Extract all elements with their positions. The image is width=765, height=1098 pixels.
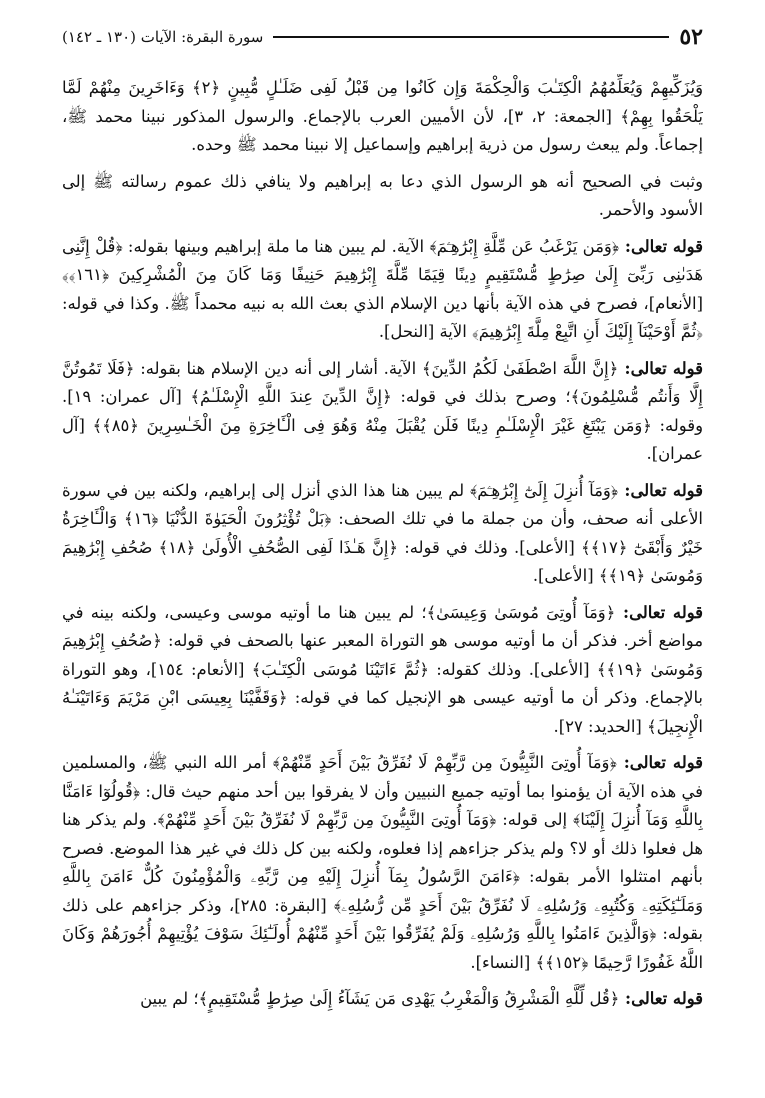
page-body [62, 74, 703, 1084]
paragraph [62, 233, 703, 347]
page-header [62, 22, 703, 52]
paragraph-text: ﴿قُل لِّلَّهِ الْمَشْرِقُ وَالْمَغْرِبُ يَهْدِى مَن يَشَآءُ إِلَىٰ صِرَٰطٍ مُّسْتَقِيمٍ﴾؛ لم يبين [140, 989, 620, 1008]
paragraph-lead: قوله تعالى: [618, 358, 703, 378]
paragraph-lead: قوله تعالى: [615, 602, 703, 622]
paragraph [62, 168, 703, 225]
paragraph-text: ﴿وَمَن يَرْغَبُ عَن مِّلَّةِ إِبْرَٰهِـۧمَ﴾ الآية. لم يبين هنا ما ملة إبراهيم وبينها بقوله: ﴿قُلْ إِنَّنِى هَدَىٰنِى رَبِّىٓ إِلَىٰ صِرَٰطٍ مُّسْتَقِيمٍ دِينًا قِيَمًا مِّلَّةَ إِبْرَٰهِيمَ حَنِيفًا وَمَا كَانَ مِنَ الْمُشْرِكِينَ ﴿١٦١﴾﴾ [الأنعام]، فصرح في هذه الآية بأنها دين الإسلام الذي بعث الله به نبيه محمداً ﷺ. وكذا في قوله: ﴿ثُمَّ أَوْحَيْنَآ إِلَيْكَ أَنِ اتَّبِعْ مِلَّةَ إِبْرَٰهِيمَ﴾ الآية [النحل]. [62, 236, 703, 341]
paragraph-text: ﴿وَمَآ أُوتِىَ مُوسَىٰ وَعِيسَىٰ﴾؛ لم يبين هنا ما أوتيه موسى وعيسى، ولكنه بينه في مواضع أخر. فذكر أن ما أوتيه موسى هو التوراة المعبر عنها بالصحف في قوله: ﴿صُحُفِ إِبْرَٰهِيمَ وَمُوسَىٰ ﴿١٩﴾﴾ [الأعلى]. وذلك كقوله: ﴿ثُمَّ ءَاتَيْنَا مُوسَى الْكِتَـٰبَ﴾ [الأنعام: ١٥٤]، وهو التوراة بالإجماع. وذكر أن ما أوتيه عيسى هو الإنجيل كما في قوله: ﴿وَقَفَّيْنَا بِعِيسَى ابْنِ مَرْيَمَ وَءَاتَيْنَـٰهُ الْإِنجِيلَ﴾ [الحديد: ٢٧]. [62, 602, 703, 736]
paragraph-text: ﴿وَمَآ أُوتِىَ النَّبِيُّونَ مِن رَّبِّهِمْ لَا نُفَرِّقُ بَيْنَ أَحَدٍ مِّنْهُمْ﴾ أمر الله النبي ﷺ، والمسلمين في هذه الآية أن يؤمنوا بما أوتيه جميع النبيين وأن لا يفرقوا بين أحد منهم حيث قال: ﴿قُولُوٓا ءَامَنَّا بِاللَّهِ وَمَآ أُنزِلَ إِلَيْنَا﴾ إلى قوله: ﴿وَمَآ أُوتِىَ النَّبِيُّونَ مِن رَّبِّهِمْ لَا نُفَرِّقُ بَيْنَ أَحَدٍ مِّنْهُمْ﴾. ولم يذكر هنا هل فعلوا ذلك أو لا؟ ولم يذكر جزاءهم إذا فعلوه، ولكنه بين كل ذلك في غير هذا الموضع. فصرح بأنهم امتثلوا الأمر بقوله: ﴿ءَامَنَ الرَّسُولُ بِمَآ أُنزِلَ إِلَيْهِ مِن رَّبِّهِۦ وَالْمُؤْمِنُونَ كُلٌّ ءَامَنَ بِاللَّهِ وَمَلَـٰٓئِكَتِهِۦ وَكُتُبِهِۦ وَرُسُلِهِۦ لَا نُفَرِّقُ بَيْنَ أَحَدٍ مِّن رُّسُلِهِۦ﴾ [البقرة: ٢٨٥]، وذكر جزاءهم على ذلك بقوله: ﴿وَالَّذِينَ ءَامَنُوا بِاللَّهِ وَرُسُلِهِۦ وَلَمْ يُفَرِّقُوا بَيْنَ أَحَدٍ مِّنْهُمْ أُولَـٰٓئِكَ سَوْفَ يُؤْتِيهِمْ أُجُورَهُمْ وَكَانَ اللَّهُ غَفُورًا رَّحِيمًا ﴿١٥٢﴾﴾ [النساء]. [62, 753, 703, 972]
paragraph-text: وَيُزَكِّيهِمْ وَيُعَلِّمُهُمُ الْكِتَـٰبَ وَالْحِكْمَةَ وَإِن كَانُوا مِن قَبْلُ لَفِى ضَلَـٰلٍ مُّبِينٍ ﴿٢﴾ وَءَاخَرِينَ مِنْهُمْ لَمَّا يَلْحَقُوا بِهِمْ﴾ [الجمعة: ٢، ٣]، لأن الأميين العرب بالإجماع. والرسول المذكور نبينا محمد ﷺ، إجماعاً. ولم يبعث رسول من ذرية إبراهيم وإسماعيل إلا نبينا محمد ﷺ وحده. [62, 78, 703, 154]
paragraph [62, 355, 703, 469]
paragraph [62, 985, 703, 1014]
paragraph [62, 74, 703, 160]
running-title: سورة البقرة: الآيات (١٣٠ ـ ١٤٢) [62, 28, 264, 46]
paragraph-text: وثبت في الصحيح أنه هو الرسول الذي دعا به إبراهيم ولا ينافي ذلك عموم رسالته ﷺ إلى الأسود والأحمر. [62, 171, 703, 219]
paragraph-text: ﴿إِنَّ اللَّهَ اصْطَفَىٰ لَكُمُ الدِّينَ﴾ الآية. أشار إلى أنه دين الإسلام هنا بقوله: ﴿فَلَا تَمُوتُنَّ إِلَّا وَأَنتُم مُّسْلِمُونَ﴾؛ وصرح بذلك في قوله: ﴿إِنَّ الدِّينَ عِندَ اللَّهِ الْإِسْلَـٰمُ﴾ [آل عمران: ١٩]. وقوله: ﴿وَمَن يَبْتَغِ غَيْرَ الْإِسْلَـٰمِ دِينًا فَلَن يُقْبَلَ مِنْهُ وَهُوَ فِى الْـَٔاخِرَةِ مِنَ الْخَـٰسِرِينَ ﴿٨٥﴾﴾ [آل عمران]. [62, 358, 703, 463]
paragraph-lead: قوله تعالى: [619, 236, 703, 256]
paragraph-text: ﴿وَمَآ أُنزِلَ إِلَىٰٓ إِبْرَٰهِـۧمَ﴾ لم يبين هنا هذا الذي أنزل إلى إبراهيم، ولكنه بين في سورة الأعلى أنه صحف، وأن من جملة ما في تلك الصحف: ﴿بَلْ تُؤْثِرُونَ الْحَيَوٰةَ الدُّنْيَا ﴿١٦﴾ وَالْـَٔاخِرَةُ خَيْرٌ وَأَبْقَىٰٓ ﴿١٧﴾﴾ [الأعلى]. وذلك في قوله: ﴿إِنَّ هَـٰذَا لَفِى الصُّحُفِ الْأُولَىٰ ﴿١٨﴾ صُحُفِ إِبْرَٰهِيمَ وَمُوسَىٰ ﴿١٩﴾﴾ [الأعلى]. [62, 480, 703, 585]
paragraph-lead: قوله تعالى: [619, 989, 703, 1008]
header-rule [273, 36, 669, 38]
page-number: ٥٢ [679, 24, 703, 50]
paragraph-lead: قوله تعالى: [616, 753, 703, 772]
paragraph [62, 599, 703, 742]
paragraph [62, 477, 703, 591]
paragraph-lead: قوله تعالى: [618, 480, 703, 500]
paragraph [62, 749, 703, 977]
